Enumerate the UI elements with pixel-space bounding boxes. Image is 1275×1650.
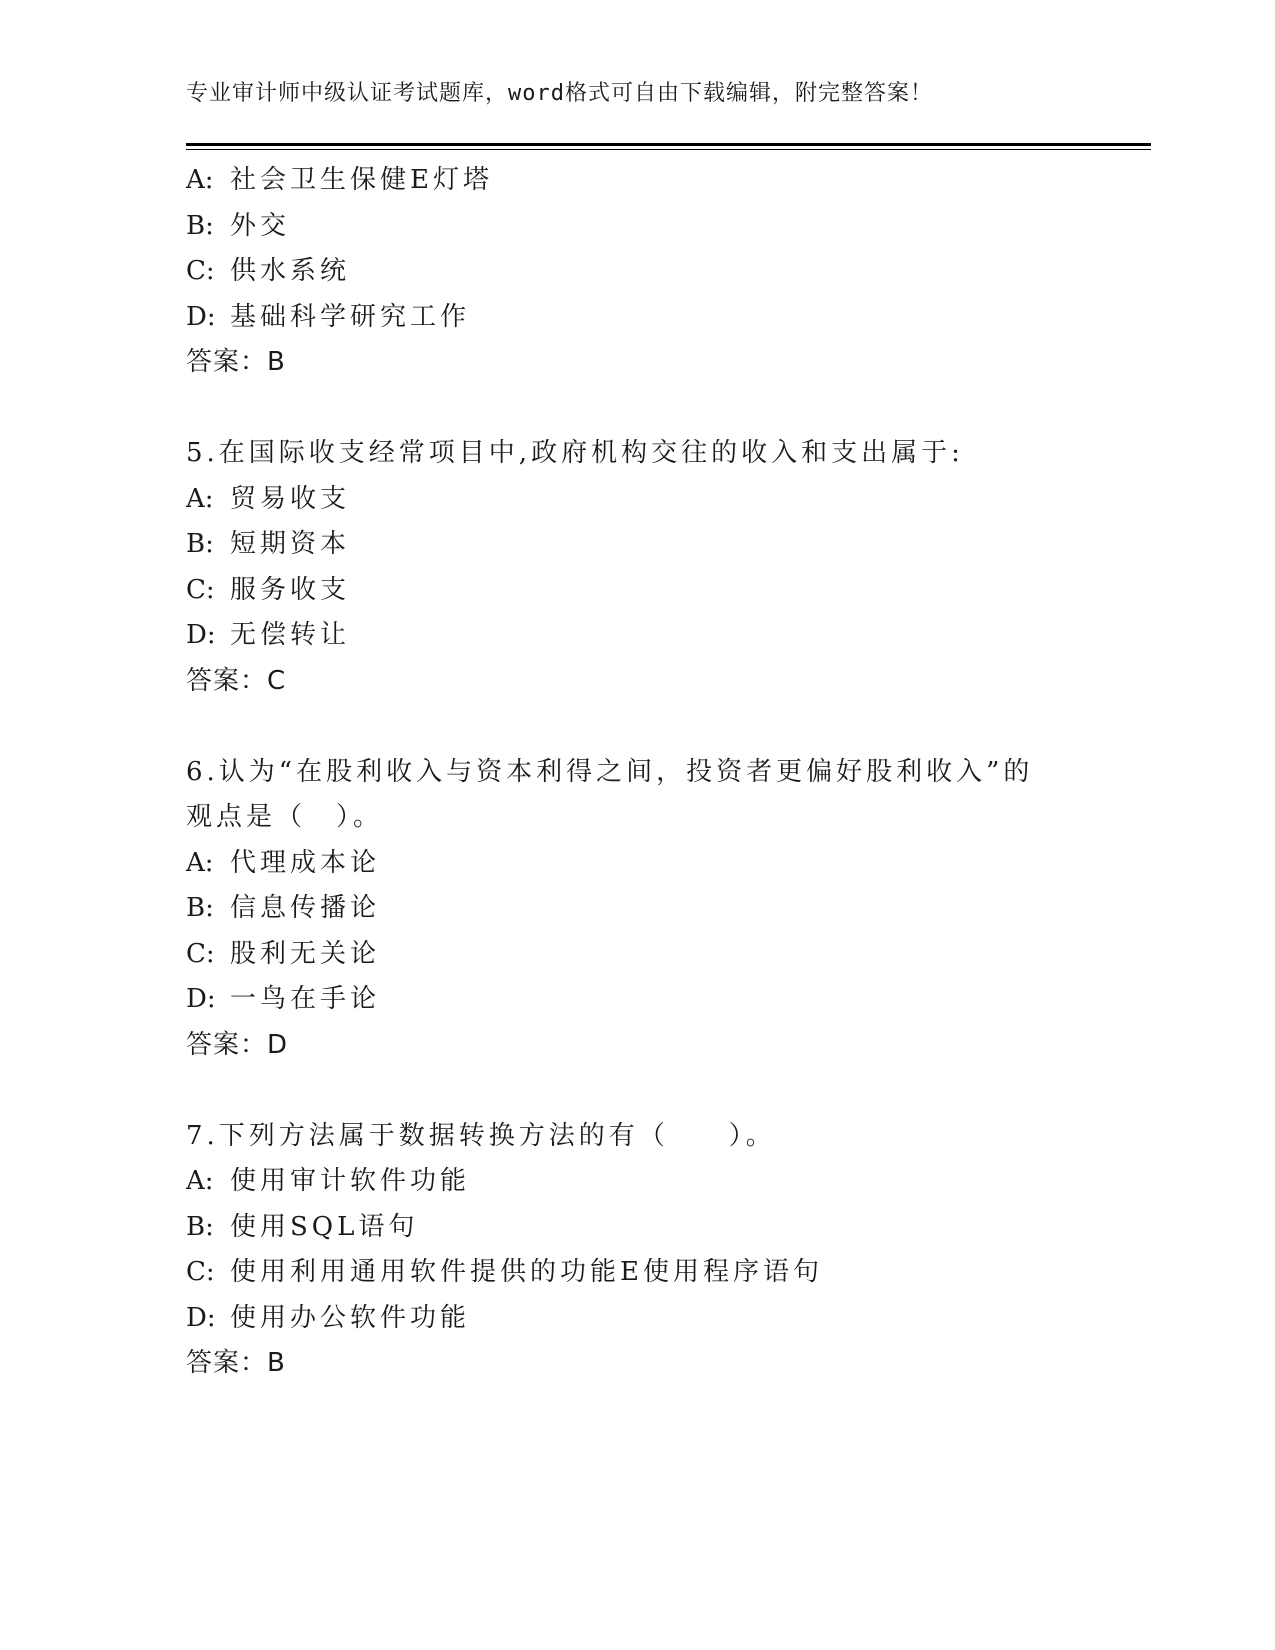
option-text: 贸易收支 <box>230 483 351 514</box>
option-text: 使用办公软件功能 <box>230 1302 471 1333</box>
header-rule-thick <box>186 143 1151 146</box>
option-text: 社会卫生保健E灯塔 <box>230 165 493 195</box>
option-letter: A: <box>186 165 214 195</box>
option-a <box>186 158 1086 204</box>
option-c <box>186 932 1086 978</box>
option-letter: C: <box>186 574 215 605</box>
option-text: 使用利用通用软件提供的功能E使用程序语句 <box>230 1257 823 1287</box>
option-letter: B: <box>186 1211 214 1242</box>
option-text: 使用SQL语句 <box>230 1211 419 1242</box>
question-stem: 6.认为“在股利收入与资本利得之间，投资者更偏好股利收入”的观点是（ ）。 <box>186 756 1034 832</box>
option-text: 基础科学研究工作 <box>230 301 471 332</box>
option-letter: A: <box>186 1166 214 1196</box>
option-letter: C: <box>186 256 215 286</box>
question-block <box>186 750 1086 1069</box>
option-letter: D: <box>186 620 216 650</box>
block-gap <box>186 386 1086 432</box>
option-text: 供水系统 <box>230 256 351 286</box>
option-letter: A: <box>186 483 214 514</box>
option-text: 短期资本 <box>230 529 351 559</box>
option-d <box>186 295 1086 341</box>
option-letter: D: <box>186 301 216 332</box>
option-text: 信息传播论 <box>230 893 381 923</box>
option-b <box>186 522 1086 568</box>
header-rule-thin <box>186 149 1151 150</box>
page-header: 专业审计师中级认证考试题库，word格式可自由下载编辑，附完整答案！ <box>186 81 933 106</box>
option-text: 股利无关论 <box>230 938 381 969</box>
question-block <box>186 431 1086 704</box>
option-text: 代理成本论 <box>230 847 381 878</box>
option-a <box>186 477 1086 523</box>
option-text: 服务收支 <box>230 574 351 605</box>
option-a <box>186 1159 1086 1205</box>
option-d <box>186 1296 1086 1342</box>
option-c <box>186 249 1086 295</box>
option-d <box>186 977 1086 1023</box>
option-letter: B: <box>186 210 214 241</box>
option-letter: D: <box>186 984 216 1014</box>
answer-line: 答案：C <box>186 665 287 696</box>
option-letter: B: <box>186 893 214 923</box>
question-stem: 7.下列方法属于数据转换方法的有（ ）。 <box>186 1120 776 1151</box>
block-gap <box>186 704 1086 750</box>
answer-line: 答案：B <box>186 1348 286 1378</box>
option-text: 使用审计软件功能 <box>230 1166 471 1196</box>
question-block <box>186 158 1086 386</box>
question-list <box>186 158 1086 1387</box>
option-text: 外交 <box>230 210 291 241</box>
question-stem: 5.在国际收支经常项目中,政府机构交往的收入和支出属于: <box>186 438 964 468</box>
option-letter: D: <box>186 1302 216 1333</box>
answer-line: 答案：B <box>186 347 286 377</box>
option-c <box>186 1250 1086 1296</box>
answer-line: 答案：D <box>186 1029 289 1060</box>
option-letter: B: <box>186 529 214 559</box>
option-b <box>186 204 1086 250</box>
option-b <box>186 886 1086 932</box>
block-gap <box>186 1068 1086 1114</box>
option-b <box>186 1205 1086 1251</box>
option-a <box>186 841 1086 887</box>
option-c <box>186 568 1086 614</box>
option-letter: C: <box>186 938 215 969</box>
option-text: 无偿转让 <box>230 620 351 650</box>
option-d <box>186 613 1086 659</box>
question-block <box>186 1114 1086 1387</box>
option-letter: A: <box>186 847 214 878</box>
option-text: 一鸟在手论 <box>230 984 381 1014</box>
option-letter: C: <box>186 1257 215 1287</box>
